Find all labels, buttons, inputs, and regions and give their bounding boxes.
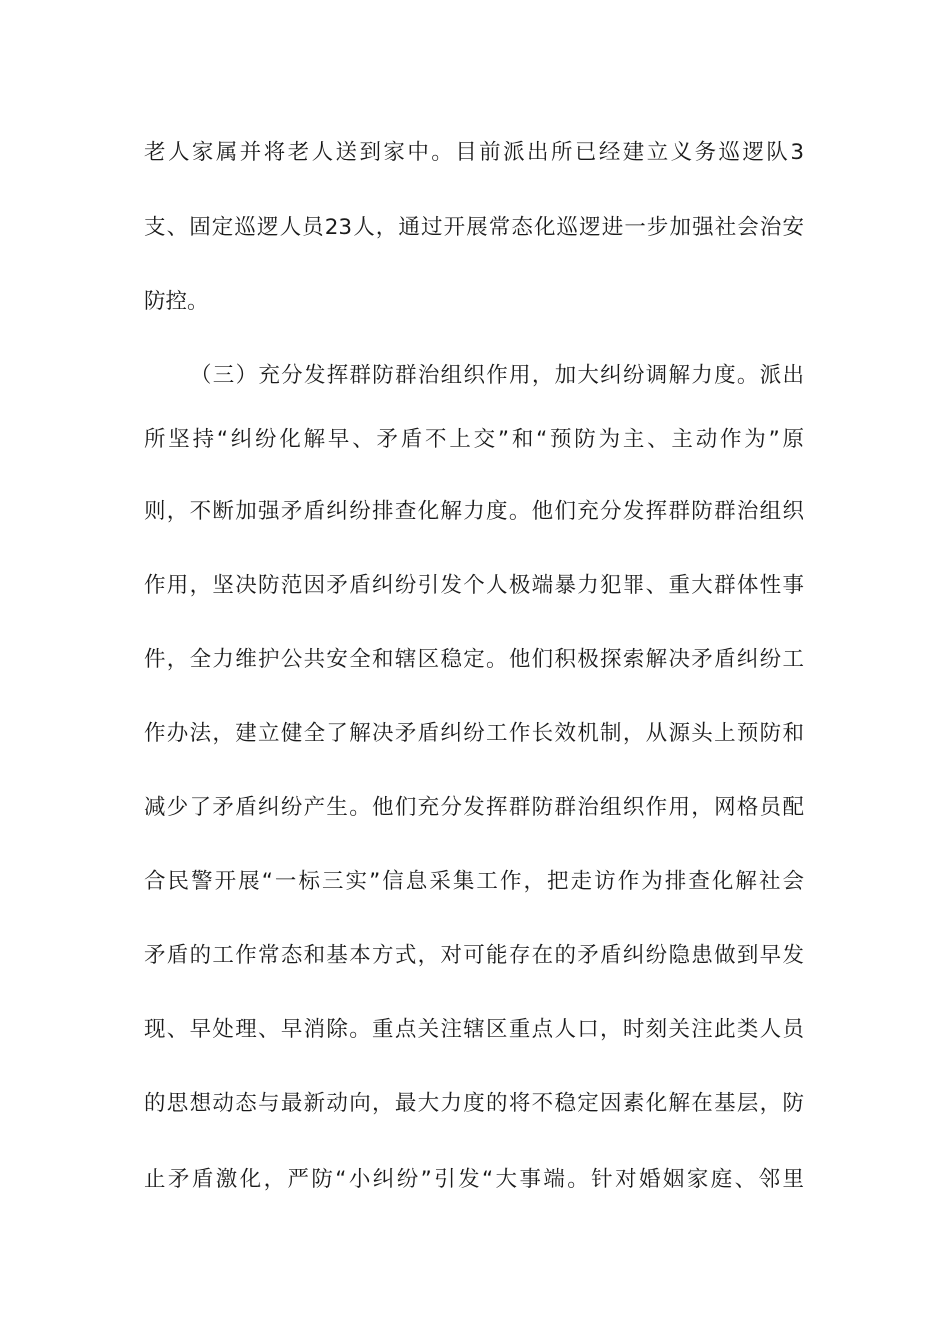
text-line-14: 的思想动态与最新动向，最大力度的将不稳定因素化解在基层，防 bbox=[144, 1091, 804, 1116]
text-line-12: 矛盾的工作常态和基本方式，对可能存在的矛盾纠纷隐患做到早发 bbox=[144, 943, 804, 968]
text-line-1: 老人家属并将老人送到家中。目前派出所已经建立义务巡逻队3 bbox=[144, 140, 804, 165]
text-line-8: 件，全力维护公共安全和辖区稳定。他们积极探索解决矛盾纠纷工 bbox=[144, 647, 804, 672]
text-line-15: 止矛盾激化，严防“小纠纷”引发“大事端。针对婚姻家庭、邻里 bbox=[144, 1167, 804, 1192]
text-line-13: 现、早处理、早消除。重点关注辖区重点人口，时刻关注此类人员 bbox=[144, 1017, 804, 1042]
text-line-10: 减少了矛盾纠纷产生。他们充分发挥群防群治组织作用，网格员配 bbox=[144, 795, 804, 820]
text-line-9: 作办法，建立健全了解决矛盾纠纷工作长效机制，从源头上预防和 bbox=[144, 721, 804, 746]
text-line-7: 作用，坚决防范因矛盾纠纷引发个人极端暴力犯罪、重大群体性事 bbox=[144, 573, 804, 598]
text-line-11: 合民警开展“一标三实”信息采集工作，把走访作为排查化解社会 bbox=[144, 869, 804, 894]
text-line-3: 防控。 bbox=[144, 289, 209, 314]
text-line-6: 则，不断加强矛盾纠纷排查化解力度。他们充分发挥群防群治组织 bbox=[144, 499, 804, 524]
text-line-2: 支、固定巡逻人员23人，通过开展常态化巡逻进一步加强社会治安 bbox=[144, 215, 804, 240]
section-heading-line: （三）充分发挥群防群治组织作用，加大纠纷调解力度。派出 bbox=[190, 363, 804, 388]
text-line-5: 所坚持“纠纷化解早、矛盾不上交”和“预防为主、主动作为”原 bbox=[144, 427, 804, 452]
